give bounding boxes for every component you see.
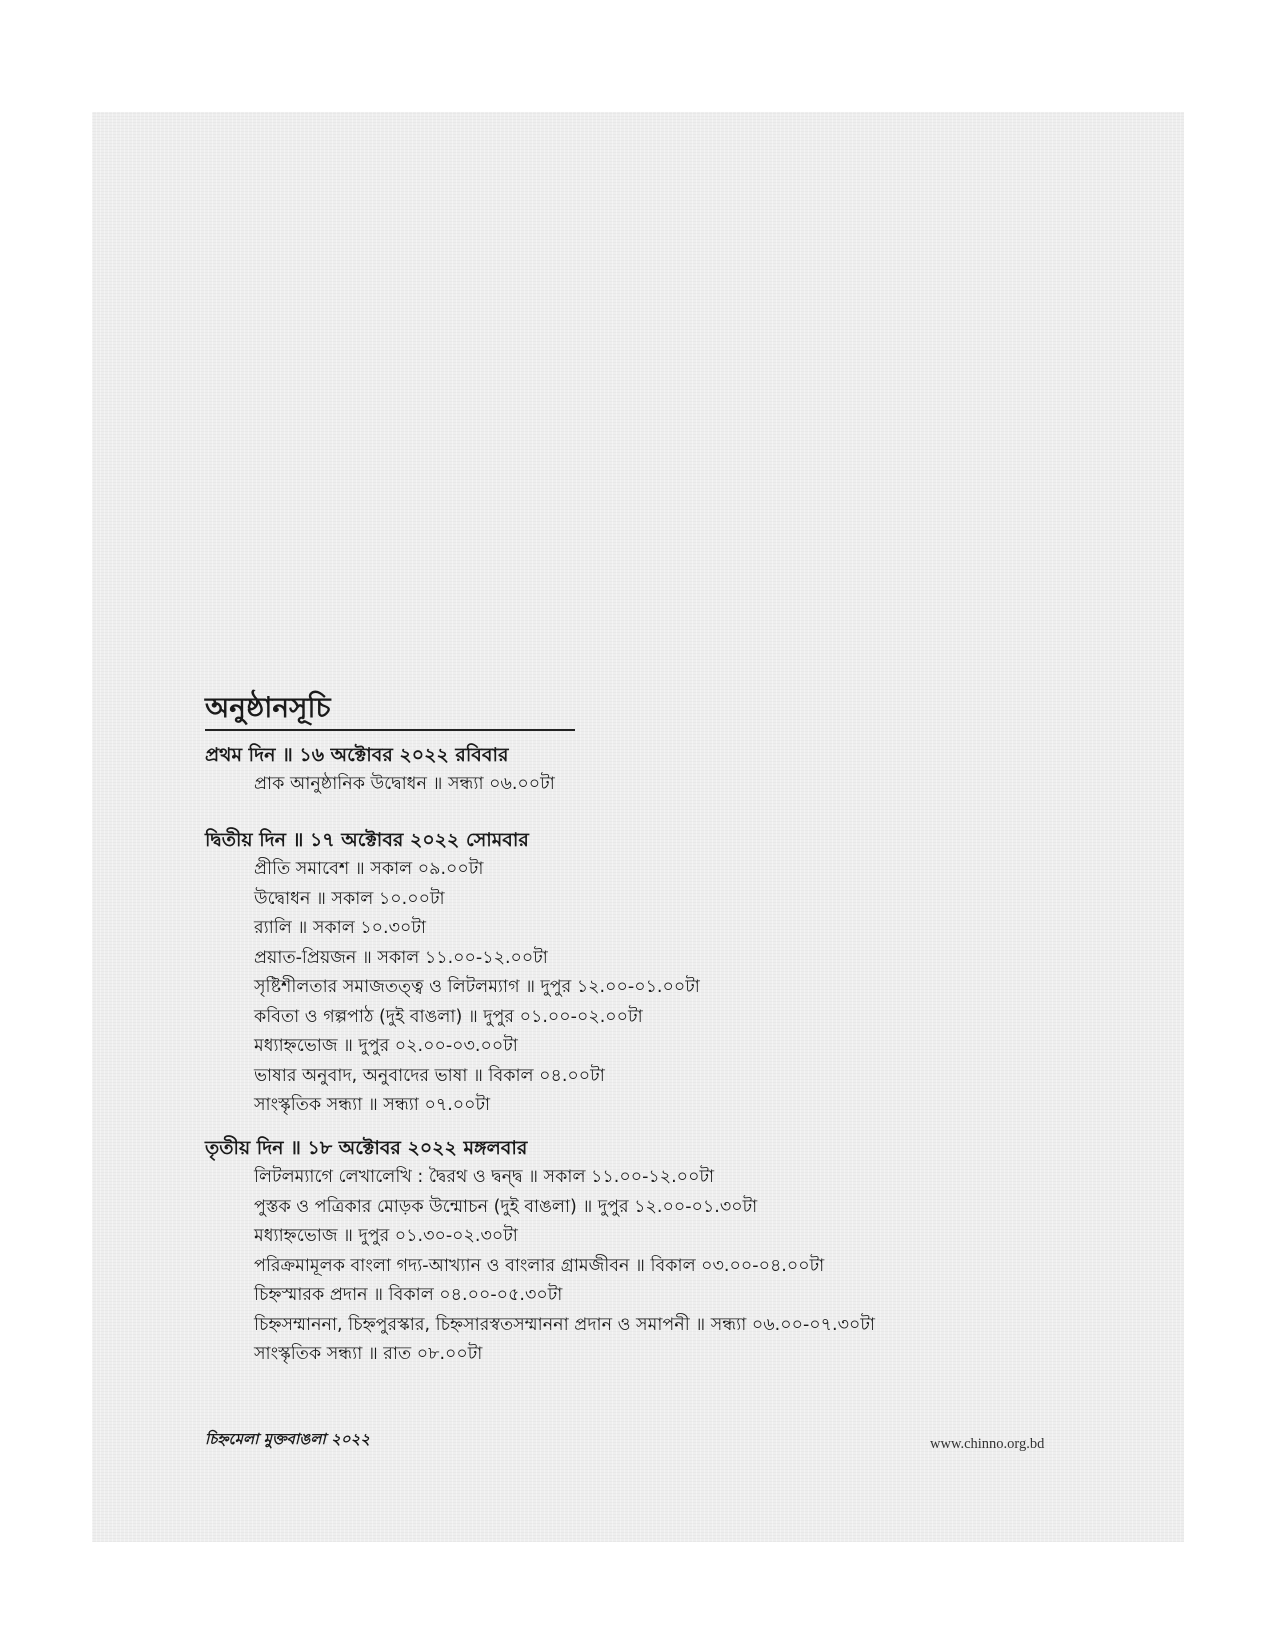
footer-event-name: চিহ্নমেলা মুক্তবাঙলা ২০২২ [205, 1430, 371, 1448]
schedule-item: র‍্যালি ॥ সকাল ১০.৩০টা [254, 918, 426, 938]
schedule-item: প্রাক আনুষ্ঠানিক উদ্বোধন ॥ সন্ধ্যা ০৬.০০টা [254, 774, 555, 794]
schedule-item: পরিক্রমামূলক বাংলা গদ্য-আখ্যান ও বাংলার গ্রামজীবন ॥ বিকাল ০৩.০০-০৪.০০টা [254, 1255, 825, 1276]
schedule-item: পুস্তক ও পত্রিকার মোড়ক উন্মোচন (দুই বাঙলা) ॥ দুপুর ১২.০০-০১.৩০টা [254, 1196, 758, 1217]
title-underline [205, 729, 575, 731]
schedule-item: উদ্বোধন ॥ সকাল ১০.০০টা [254, 888, 445, 909]
footer-website-link[interactable]: www.chinno.org.bd [930, 1436, 1045, 1452]
schedule-item: চিহ্নসম্মাননা, চিহ্নপুরস্কার, চিহ্নসারস্বতসম্মাননা প্রদান ও সমাপনী ॥ সন্ধ্যা ০৬.০০-০৭.৩০টা [254, 1314, 875, 1335]
schedule-item: সাংস্কৃতিক সন্ধ্যা ॥ রাত ০৮.০০টা [254, 1344, 483, 1364]
page-title: অনুষ্ঠানসূচি [205, 691, 331, 724]
schedule-list [205, 1163, 875, 1370]
schedule-item: প্রীতি সমাবেশ ॥ সকাল ০৯.০০টা [254, 859, 484, 879]
schedule-item: সাংস্কৃতিক সন্ধ্যা ॥ সন্ধ্যা ০৭.০০টা [254, 1095, 491, 1115]
schedule-item: কবিতা ও গল্পপাঠ (দুই বাঙলা) ॥ দুপুর ০১.০০-০২.০০টা [254, 1006, 643, 1027]
schedule-item: চিহ্নস্মারক প্রদান ॥ বিকাল ০৪.০০-০৫.৩০টা [254, 1285, 563, 1305]
schedule-list [205, 770, 555, 800]
day-1-section [205, 740, 555, 800]
schedule-item: লিটলম্যাগে লেখালেখি : দ্বৈরথ ও দ্বন্দ্ব ॥ সকাল ১১.০০-১২.০০টা [254, 1167, 715, 1187]
schedule-list [205, 855, 700, 1121]
day-heading: দ্বিতীয় দিন ॥ ১৭ অক্টোবর ২০২২ সোমবার [205, 829, 529, 851]
schedule-item: মধ্যাহ্নভোজ ॥ দুপুর ০১.৩০-০২.৩০টা [254, 1226, 518, 1246]
schedule-item: ভাষার অনুবাদ, অনুবাদের ভাষা ॥ বিকাল ০৪.০০টা [254, 1065, 605, 1086]
schedule-item: প্রয়াত-প্রিয়জন ॥ সকাল ১১.০০-১২.০০টা [254, 947, 548, 968]
day-2-section [205, 825, 700, 1121]
schedule-item: মধ্যাহ্নভোজ ॥ দুপুর ০২.০০-০৩.০০টা [254, 1036, 518, 1056]
day-heading: প্রথম দিন ॥ ১৬ অক্টোবর ২০২২ রবিবার [205, 744, 509, 766]
day-heading: তৃতীয় দিন ॥ ১৮ অক্টোবর ২০২২ মঙ্গলবার [205, 1137, 528, 1159]
schedule-item: সৃষ্টিশীলতার সমাজতত্ত্ব ও লিটলম্যাগ ॥ দুপুর ১২.০০-০১.০০টা [254, 977, 700, 997]
day-3-section [205, 1133, 875, 1370]
